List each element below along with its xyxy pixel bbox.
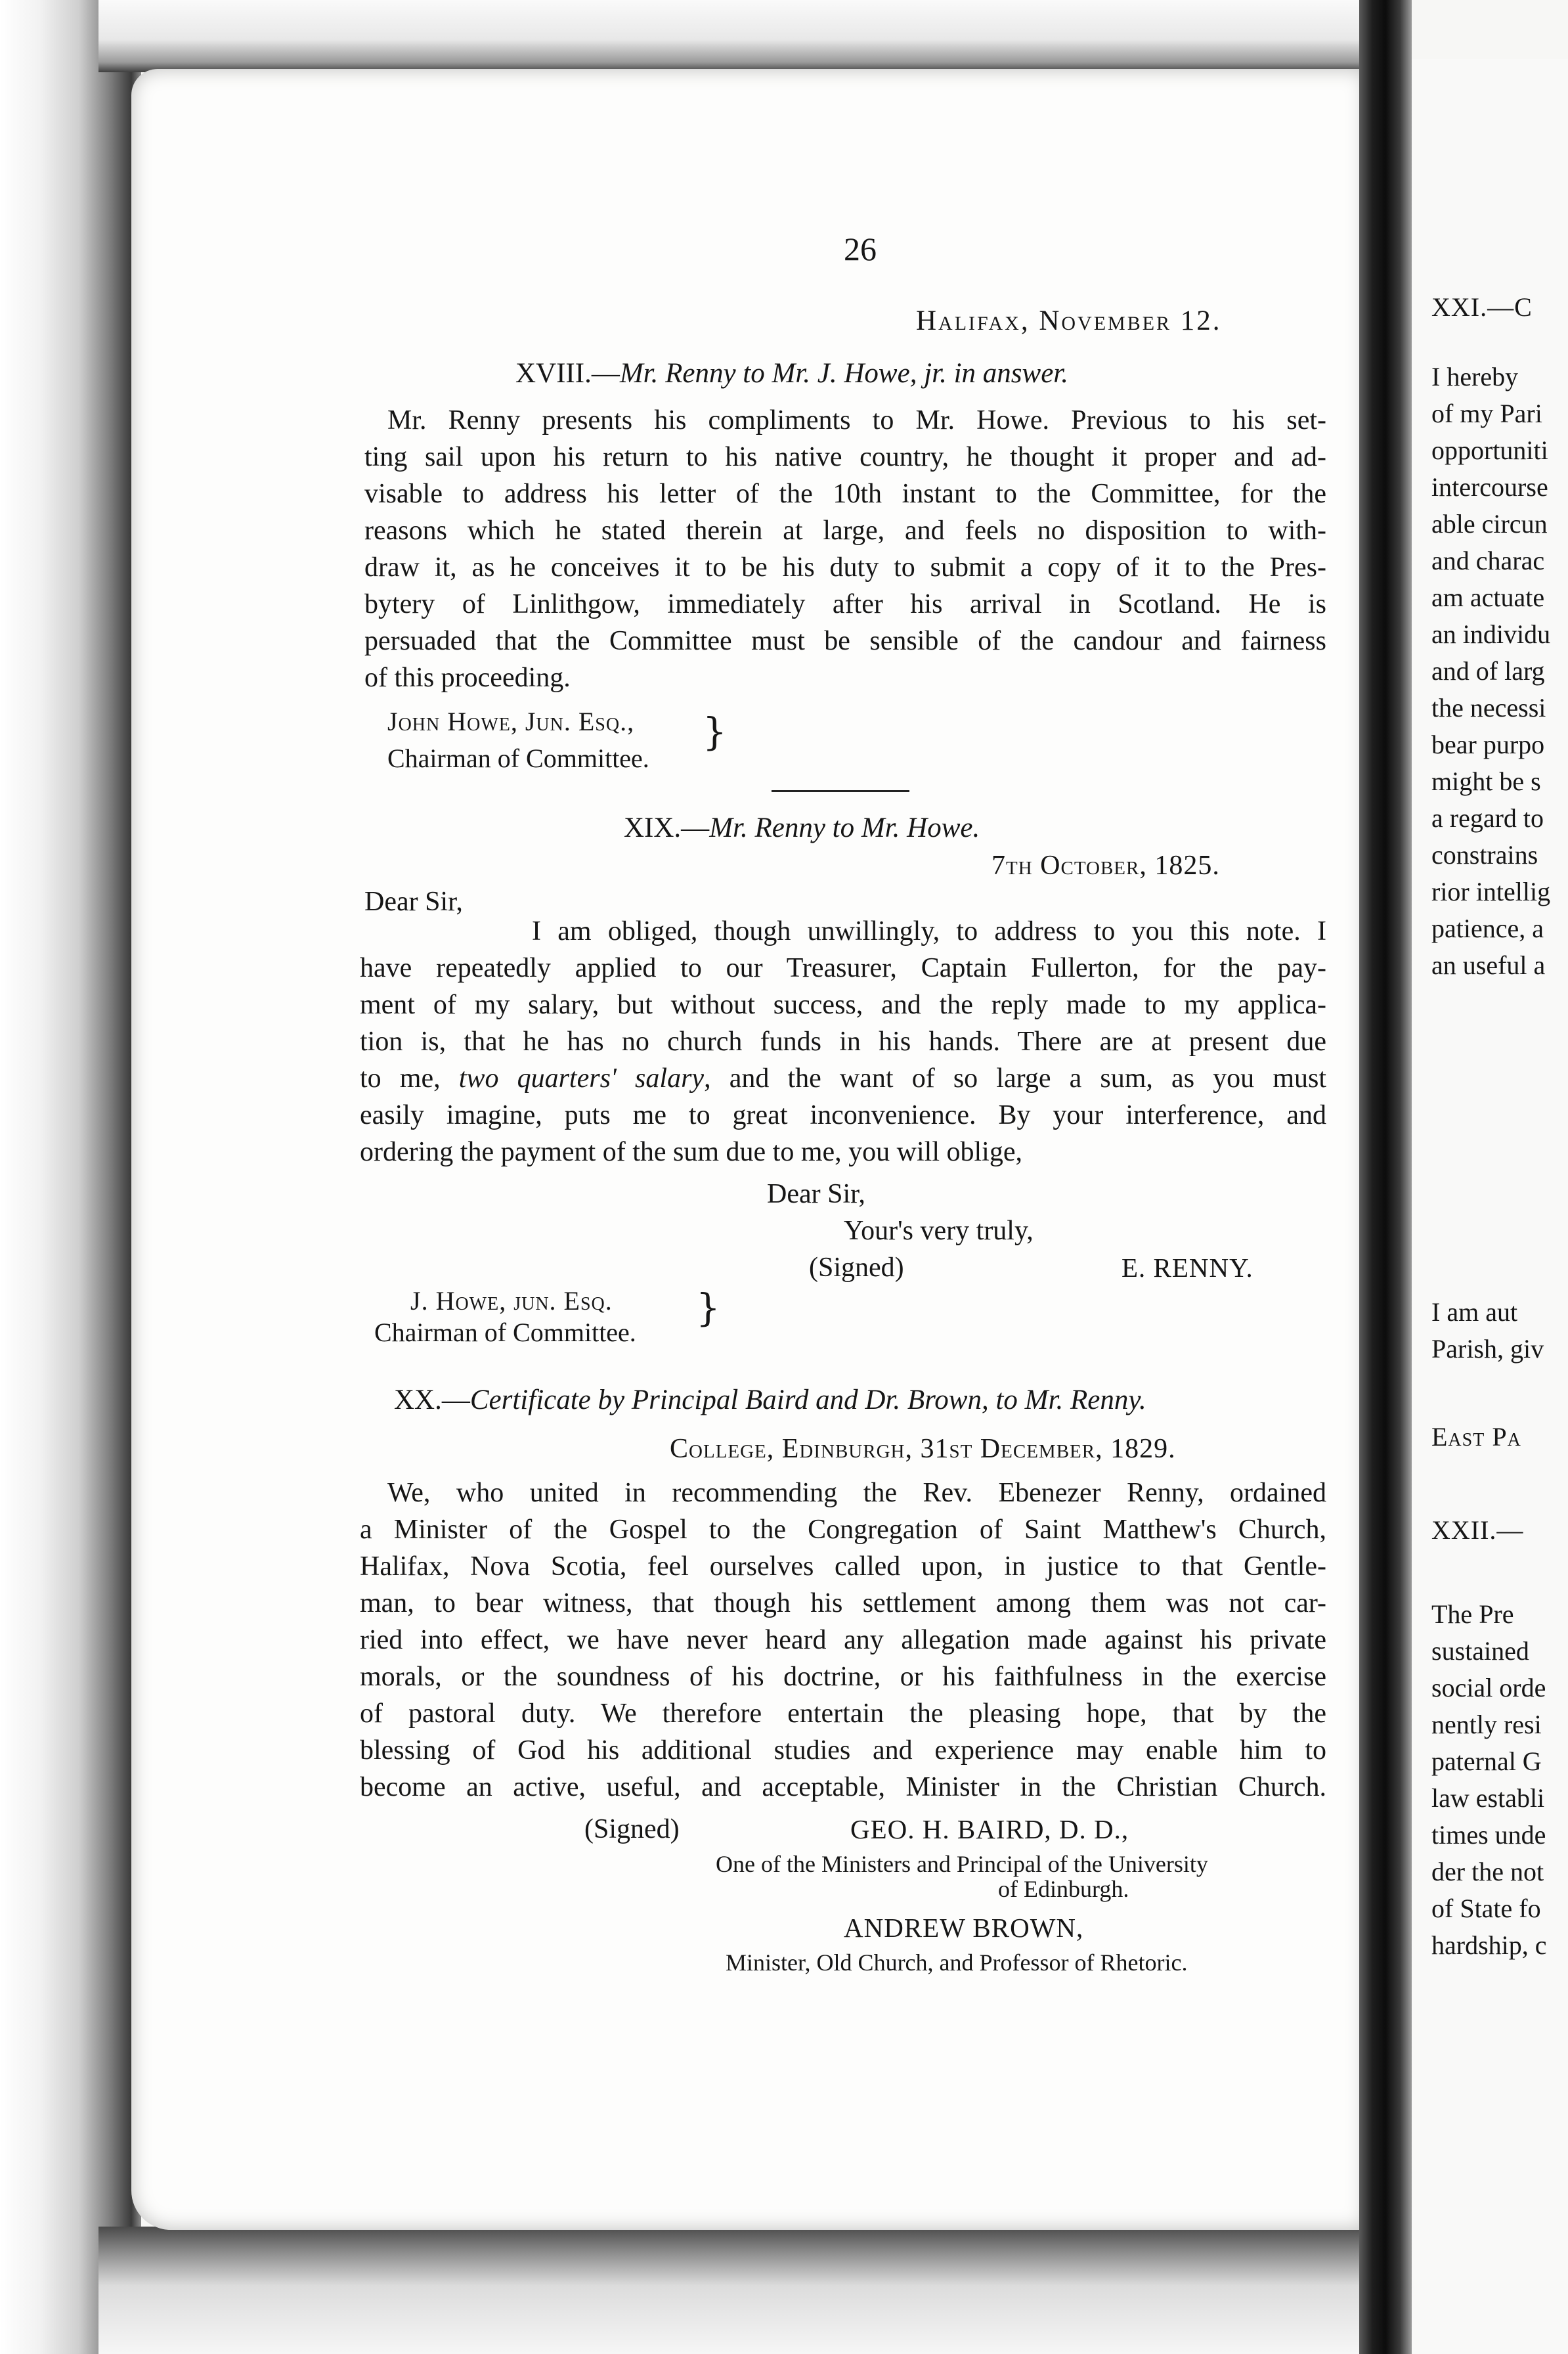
doc18-line-2: ting sail upon his return to his native country, he thought it proper and ad- (364, 442, 1326, 472)
facing-line: nently resi (1431, 1710, 1542, 1739)
doc20-sig1-name: GEO. H. BAIRD, D. D., (850, 1814, 1129, 1844)
doc20-line-3: Halifax, Nova Scotia, feel ourselves called upon, in justice to that Gentle- (360, 1551, 1326, 1582)
doc19-brace: } (696, 1285, 720, 1330)
doc19-closing-2: Your's very truly, (844, 1216, 1034, 1246)
doc18-line-1: Mr. Renny presents his compliments to Mr. Howe. Previous to his set- (387, 405, 1326, 435)
doc20-line-2: a Minister of the Gospel to the Congregation of Saint Matthew's Church, (360, 1515, 1326, 1545)
doc18-addressee-2: Chairman of Committee. (387, 744, 649, 773)
page-number: 26 (844, 231, 877, 267)
doc18-line-5: draw it, as he conceives it to be his duty to submit a copy of it to the Pres- (364, 552, 1326, 583)
doc18-line-8: of this proceeding. (364, 663, 571, 693)
facing-line: the necessi (1431, 693, 1546, 722)
facing-line: I hereby (1431, 362, 1519, 391)
doc19-signed: (Signed) (809, 1253, 904, 1283)
facing-line: might be s (1431, 766, 1541, 796)
facing-line: paternal G (1431, 1746, 1542, 1776)
doc20-place-date: College, Edinburgh, 31st December, 1829. (670, 1434, 1176, 1464)
doc19-heading-title: Mr. Renny to Mr. Howe. (709, 812, 980, 843)
section-rule-1 (772, 790, 909, 792)
doc18-line-7: persuaded that the Committee must be sensible of the candour and fairness (364, 626, 1326, 656)
facing-line: XXI.—C (1431, 292, 1533, 322)
facing-page (1412, 59, 1568, 2354)
doc19-addressee-2: Chairman of Committee. (374, 1318, 636, 1347)
doc18-line-4: reasons which he stated therein at large, and feels no disposition to with- (364, 516, 1326, 546)
facing-line: times unde (1431, 1820, 1546, 1850)
doc19-date: 7th October, 1825. (991, 851, 1220, 881)
facing-line: an useful a (1431, 950, 1546, 980)
doc20-sig2-title: Minister, Old Church, and Professor of Rhetoric. (726, 1949, 1188, 1976)
facing-line: constrains (1431, 840, 1538, 870)
doc19-line-3: ment of my salary, but without success, and the reply made to my applica- (360, 990, 1326, 1020)
doc20-sig1-title-2: of Edinburgh. (998, 1876, 1129, 1902)
doc20-heading (394, 1381, 1146, 1419)
facing-line: East Pa (1431, 1422, 1521, 1452)
doc19-salutation: Dear Sir, (364, 887, 463, 917)
doc20-line-9: become an active, useful, and acceptable, Minister in the Christian Church. (360, 1772, 1326, 1802)
book-edge-bottom (98, 2227, 1412, 2354)
facing-line: I am aut (1431, 1297, 1518, 1327)
doc19-line-5-post: , and the want of so large a sum, as you must (704, 1063, 1327, 1094)
doc19-line-7: ordering the payment of the sum due to me, you will oblige, (360, 1137, 1022, 1167)
book-gutter (1359, 0, 1412, 2354)
doc20-signed: (Signed) (584, 1814, 680, 1844)
facing-line: and of larg (1431, 656, 1545, 686)
doc18-addressee-1: John Howe, Jun. Esq., (387, 707, 635, 736)
doc19-line-6: easily imagine, puts me to great inconvenience. By your interference, and (360, 1100, 1326, 1130)
doc19-addressee-1-text: J. Howe, jun. Esq. (410, 1286, 613, 1316)
doc18-heading-title: Mr. Renny to Mr. J. Howe, jr. in answer. (619, 358, 1069, 389)
facing-line: am actuate (1431, 583, 1545, 612)
facing-line: XXII.— (1431, 1515, 1524, 1545)
doc19-heading-num: XIX.— (624, 812, 710, 843)
facing-line: Parish, giv (1431, 1334, 1544, 1364)
doc19-line-5 (360, 1060, 1326, 1098)
facing-line: hardship, c (1431, 1930, 1547, 1960)
facing-line: der the not (1431, 1857, 1544, 1886)
doc19-heading (624, 809, 980, 847)
doc20-line-5: ried into effect, we have never heard any allegation made against his private (360, 1625, 1326, 1655)
facing-line: rior intellig (1431, 877, 1551, 906)
doc18-heading-num: XVIII.— (515, 358, 620, 389)
facing-line: opportuniti (1431, 435, 1548, 465)
doc19-line-4: tion is, that he has no church funds in his hands. There are at present due (360, 1027, 1326, 1057)
facing-line: of my Pari (1431, 399, 1542, 428)
doc20-sig2-name: ANDREW BROWN, (844, 1913, 1084, 1943)
doc19-closing-1: Dear Sir, (767, 1179, 865, 1209)
doc18-heading (515, 355, 1068, 392)
facing-line: sustained (1431, 1636, 1529, 1666)
book-edge-left (0, 0, 141, 2354)
facing-line: patience, a (1431, 914, 1544, 943)
facing-line: an individu (1431, 619, 1551, 649)
facing-line: and charac (1431, 546, 1545, 575)
doc20-line-7: of pastoral duty. We therefore entertain the pleasing hope, that by the (360, 1699, 1326, 1729)
doc20-line-4: man, to bear witness, that though his settlement among them was not car- (360, 1588, 1326, 1618)
doc18-brace: } (703, 709, 727, 754)
doc19-line-2: have repeatedly applied to our Treasurer, Captain Fullerton, for the pay- (360, 953, 1326, 983)
doc19-line-5-italic: two quarters' salary (458, 1063, 705, 1094)
facing-line: a regard to (1431, 803, 1544, 833)
doc18-line-3: visable to address his letter of the 10th instant to the Committee, for the (364, 479, 1326, 509)
doc19-line-5-pre: to me, (360, 1063, 459, 1094)
facing-line: intercourse (1431, 472, 1548, 502)
facing-line: bear purpo (1431, 730, 1545, 759)
facing-line: of State fo (1431, 1894, 1541, 1923)
doc20-heading-num: XX.— (394, 1385, 470, 1415)
doc18-place-date: Halifax, November 12. (916, 305, 1222, 336)
facing-line: The Pre (1431, 1599, 1514, 1629)
doc20-heading-title: Certificate by Principal Baird and Dr. Brown, to Mr. Renny. (469, 1385, 1146, 1415)
doc18-line-6: bytery of Linlithgow, immediately after his arrival in Scotland. He is (364, 589, 1326, 619)
doc20-line-1: We, who united in recommending the Rev. Ebenezer Renny, ordained (387, 1478, 1326, 1508)
doc20-line-8: blessing of God his additional studies and experience may enable him to (360, 1735, 1326, 1766)
facing-line: social orde (1431, 1673, 1546, 1702)
doc20-line-6: morals, or the soundness of his doctrine, or his faithfulness in the exercise (360, 1662, 1326, 1692)
facing-line: able circun (1431, 509, 1548, 539)
doc19-signature: E. RENNY. (1122, 1253, 1253, 1283)
facing-line: law establi (1431, 1783, 1545, 1813)
doc20-sig1-title-1: One of the Ministers and Principal of the University (716, 1851, 1208, 1877)
book-edge-top (98, 0, 1379, 72)
doc19-line-1: I am obliged, though unwillingly, to address to you this note. I (532, 916, 1326, 946)
